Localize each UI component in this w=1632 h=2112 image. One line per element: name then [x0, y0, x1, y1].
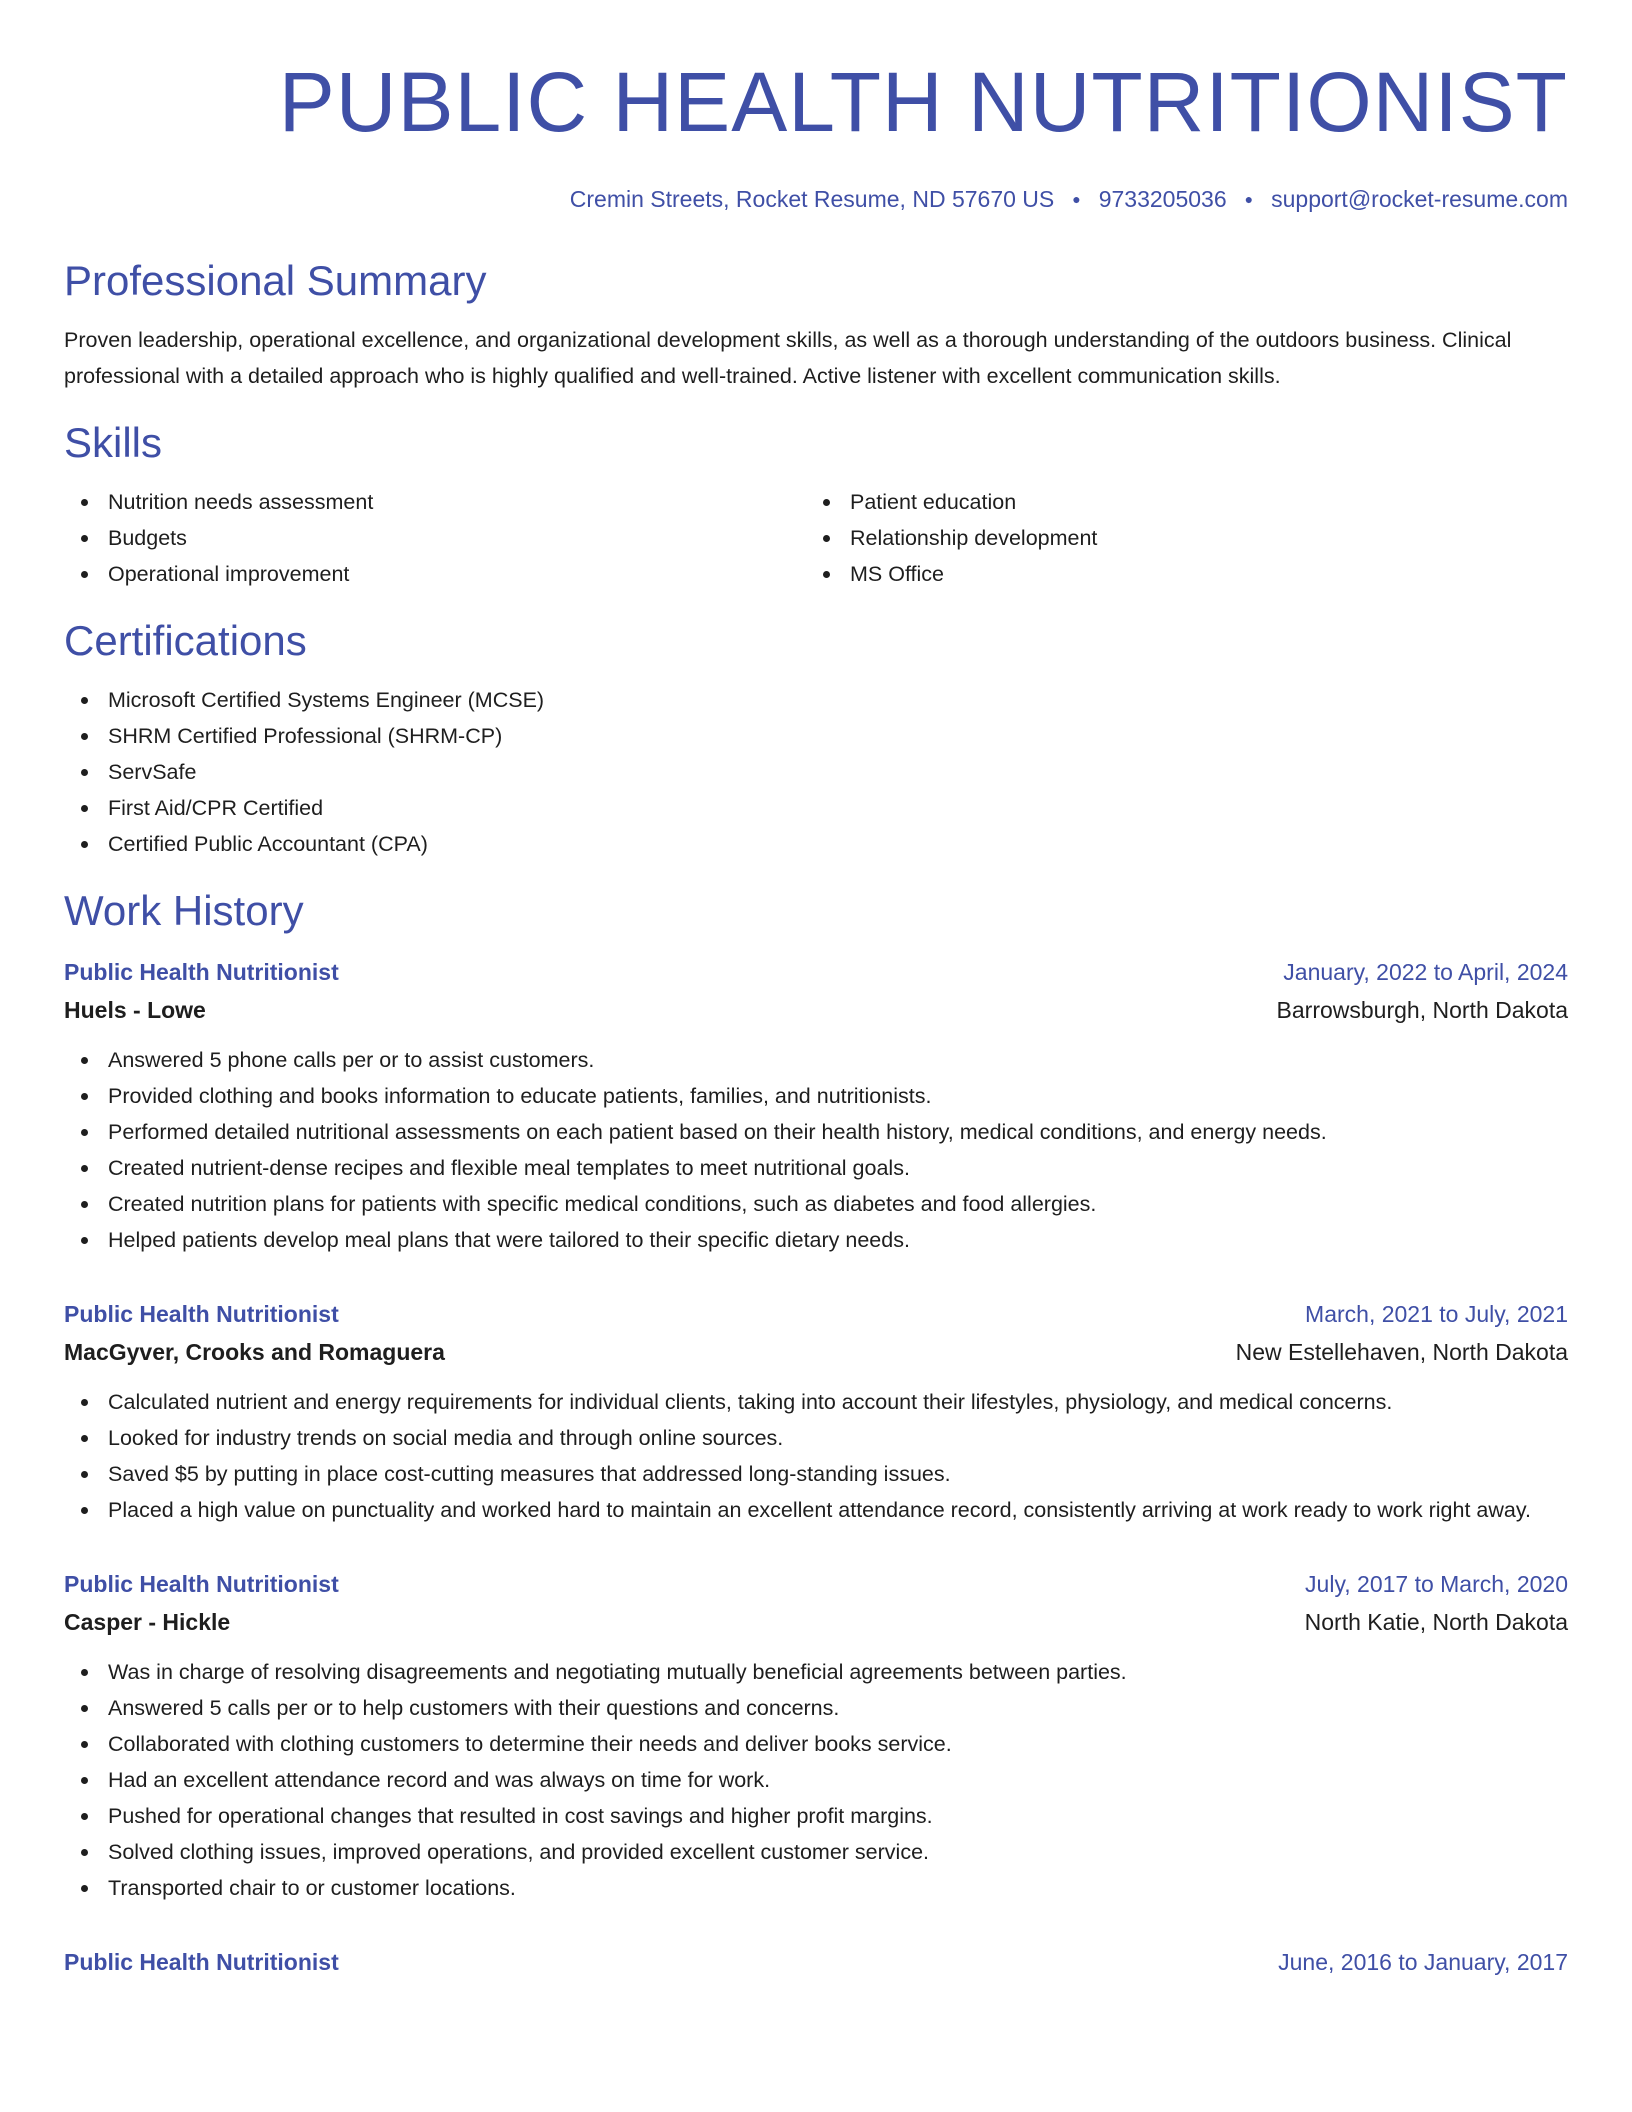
job-duty-item: Looked for industry trends on social media and through online sources.	[64, 1420, 1568, 1456]
job-entry	[64, 1296, 1568, 1528]
job-duty-item: Transported chair to or customer locations.	[64, 1870, 1568, 1906]
job-header-row	[64, 1566, 1568, 1602]
job-title: Public Health Nutritionist	[64, 1300, 339, 1327]
job-dates: March, 2021 to July, 2021	[1305, 1300, 1568, 1327]
job-duty-item: Answered 5 phone calls per or to assist customers.	[64, 1042, 1568, 1078]
job-duty-item: Created nutrition plans for patients with specific medical conditions, such as diabetes and food allergies.	[64, 1186, 1568, 1222]
skill-item: Relationship development	[806, 520, 1548, 556]
job-employer-row	[64, 1602, 1568, 1642]
contact-email[interactable]: support@rocket-resume.com	[1271, 186, 1568, 212]
skills-heading: Skills	[64, 418, 163, 466]
certification-item: First Aid/CPR Certified	[64, 790, 1568, 826]
job-duty-item: Answered 5 calls per or to help customers with their questions and concerns.	[64, 1690, 1568, 1726]
skills-grid	[64, 484, 1568, 592]
job-entry	[64, 1566, 1568, 1906]
skill-item: Nutrition needs assessment	[64, 484, 806, 520]
job-title: Public Health Nutritionist	[64, 1948, 339, 1975]
certifications-list	[64, 682, 1568, 862]
job-duty-item: Pushed for operational changes that resulted in cost savings and higher profit margins.	[64, 1798, 1568, 1834]
certification-item: ServSafe	[64, 754, 1568, 790]
job-duties-list	[64, 1042, 1568, 1258]
contact-separator: ●	[1072, 190, 1081, 207]
contact-line	[64, 184, 1568, 216]
job-duty-item: Created nutrient-dense recipes and flexible meal templates to meet nutritional goals.	[64, 1150, 1568, 1186]
job-duty-item: Calculated nutrient and energy requirements for individual clients, taking into account their lifestyles, physiology, and medical concerns.	[64, 1384, 1568, 1420]
skill-item: Operational improvement	[64, 556, 806, 592]
contact-address: Cremin Streets, Rocket Resume, ND 57670 US	[569, 186, 1055, 212]
job-header-row	[64, 1296, 1568, 1332]
job-dates: January, 2022 to April, 2024	[1283, 958, 1568, 985]
job-company: Casper - Hickle	[64, 1608, 231, 1635]
certification-item: Certified Public Accountant (CPA)	[64, 826, 1568, 862]
job-entry	[64, 954, 1568, 1258]
job-duty-item: Was in charge of resolving disagreements and negotiating mutually beneficial agreements between parties.	[64, 1654, 1568, 1690]
job-duty-item: Had an excellent attendance record and was always on time for work.	[64, 1762, 1568, 1798]
job-header-row	[64, 1944, 1568, 1980]
job-company: MacGyver, Crooks and Romaguera	[64, 1338, 445, 1365]
job-location: New Estellehaven, North Dakota	[1235, 1338, 1568, 1365]
job-title: Public Health Nutritionist	[64, 958, 339, 985]
work-history-heading: Work History	[64, 886, 304, 934]
job-duty-item: Saved $5 by putting in place cost-cutting measures that addressed long-standing issues.	[64, 1456, 1568, 1492]
job-header-row	[64, 954, 1568, 990]
skill-item: Patient education	[806, 484, 1548, 520]
contact-phone[interactable]: 9733205036	[1098, 186, 1227, 212]
job-duty-item: Provided clothing and books information to educate patients, families, and nutritionists.	[64, 1078, 1568, 1114]
job-duty-item: Placed a high value on punctuality and worked hard to maintain an excellent attendance record, consistently arriving at work ready to work right away.	[64, 1492, 1568, 1528]
resume-page	[64, 0, 1568, 1980]
job-employer-row	[64, 990, 1568, 1030]
job-dates: July, 2017 to March, 2020	[1305, 1570, 1568, 1597]
job-dates: June, 2016 to January, 2017	[1278, 1948, 1568, 1975]
job-employer-row	[64, 1332, 1568, 1372]
job-duty-item: Helped patients develop meal plans that were tailored to their specific dietary needs.	[64, 1222, 1568, 1258]
summary-text: Proven leadership, operational excellence, and organizational development skills, as well as a thorough understanding of the outdoors business. Clinical professional with a detailed approach who is highly qualified and well-trained. Active listener with excellent communication skills.	[64, 327, 1512, 388]
job-location: North Katie, North Dakota	[1304, 1608, 1568, 1635]
job-duty-item: Performed detailed nutritional assessments on each patient based on their health history, medical conditions, and energy needs.	[64, 1114, 1568, 1150]
job-duties-list	[64, 1384, 1568, 1528]
job-title: Public Health Nutritionist	[64, 1570, 339, 1597]
summary-heading: Professional Summary	[64, 256, 487, 304]
job-company: Huels - Lowe	[64, 996, 206, 1023]
certification-item: Microsoft Certified Systems Engineer (MCSE)	[64, 682, 1568, 718]
certification-item: SHRM Certified Professional (SHRM-CP)	[64, 718, 1568, 754]
job-duties-list	[64, 1654, 1568, 1906]
job-duty-item: Collaborated with clothing customers to determine their needs and deliver books service.	[64, 1726, 1568, 1762]
skill-item: Budgets	[64, 520, 806, 556]
job-location: Barrowsburgh, North Dakota	[1276, 996, 1568, 1023]
skills-column-right	[806, 484, 1548, 592]
certifications-heading: Certifications	[64, 616, 307, 664]
resume-title: PUBLIC HEALTH NUTRITIONIST	[278, 55, 1568, 149]
contact-separator: ●	[1244, 190, 1254, 207]
job-duty-item: Solved clothing issues, improved operations, and provided excellent customer service.	[64, 1834, 1568, 1870]
skills-column-left	[64, 484, 806, 592]
job-entry	[64, 1944, 1568, 1980]
skill-item: MS Office	[806, 556, 1548, 592]
